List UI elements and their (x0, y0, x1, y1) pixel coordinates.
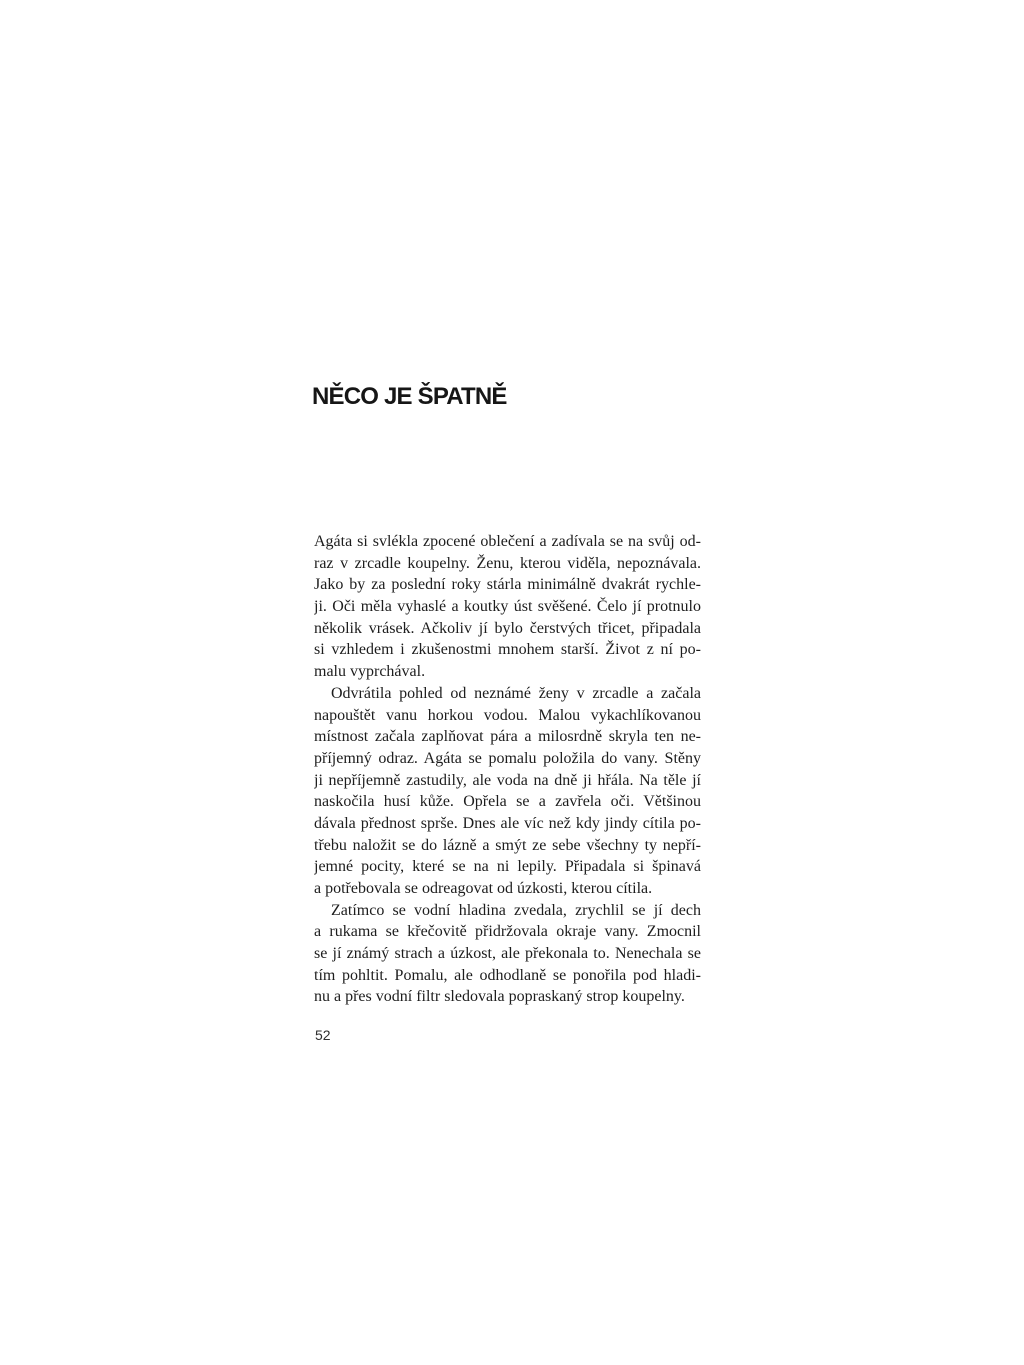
text-line: jemné pocity, které se na ni lepily. Připadala si špinavá (314, 858, 701, 876)
text-line: nu a přes vodní filtr sledovala popraskaný strop koupelny. (314, 988, 685, 1006)
text-line: se jí známý strach a úzkost, ale překonala to. Nenechala se (314, 945, 701, 963)
text-line: Odvrátila pohled od neznámé ženy v zrcadle a začala (331, 684, 701, 702)
chapter-title: NĚCO JE ŠPATNĚ (312, 383, 507, 410)
text-line: ji. Oči měla vyhaslé a koutky úst svěšené. Čelo jí protnulo (314, 598, 701, 616)
page-number: 52 (315, 1027, 331, 1043)
text-line: ji nepříjemně zastudily, ale voda na dně ji hřála. Na těle jí (314, 771, 701, 789)
text-line: malu vyprchával. (314, 663, 426, 681)
text-line: si vzhledem i zkušenostmi mnohem starší. Život z ní po- (314, 641, 701, 659)
text-line: místnost začala zaplňovat pára a milosrdně skryla ten ne- (314, 728, 701, 746)
text-line: napouštět vanu horkou vodou. Malou vykachlíkovanou (314, 706, 701, 724)
text-line: tím pohltit. Pomalu, ale odhodlaně se ponořila pod hladi- (314, 966, 701, 984)
text-line: příjemný odraz. Agáta se pomalu položila do vany. Stěny (314, 749, 701, 767)
text-line: naskočila husí kůže. Opřela se a zavřela oči. Většinou (314, 793, 701, 811)
body-text (314, 531, 701, 1008)
text-line: a rukama se křečovitě přidržovala okraje vany. Zmocnil (314, 923, 701, 941)
text-line: Zatímco se vodní hladina zvedala, zrychlil se jí dech (331, 901, 701, 919)
text-line: Jako by za poslední roky stárla minimálně dvakrát rychle- (314, 576, 701, 594)
text-line: raz v zrcadle koupelny. Ženu, kterou viděla, nepoznávala. (314, 554, 701, 572)
text-line: a potřebovala se odreagovat od úzkosti, kterou cítila. (314, 880, 653, 897)
text-line: dávala přednost sprše. Dnes ale víc než kdy jindy cítila po- (314, 814, 701, 832)
text-line: Agáta si svlékla zpocené oblečení a zadívala se na svůj od- (314, 533, 701, 550)
text-line: třebu naložit se do lázně a smýt ze sebe všechny ty nepří- (314, 836, 701, 854)
text-line: několik vrásek. Ačkoliv jí bylo čerstvých třicet, připadala (314, 619, 701, 637)
